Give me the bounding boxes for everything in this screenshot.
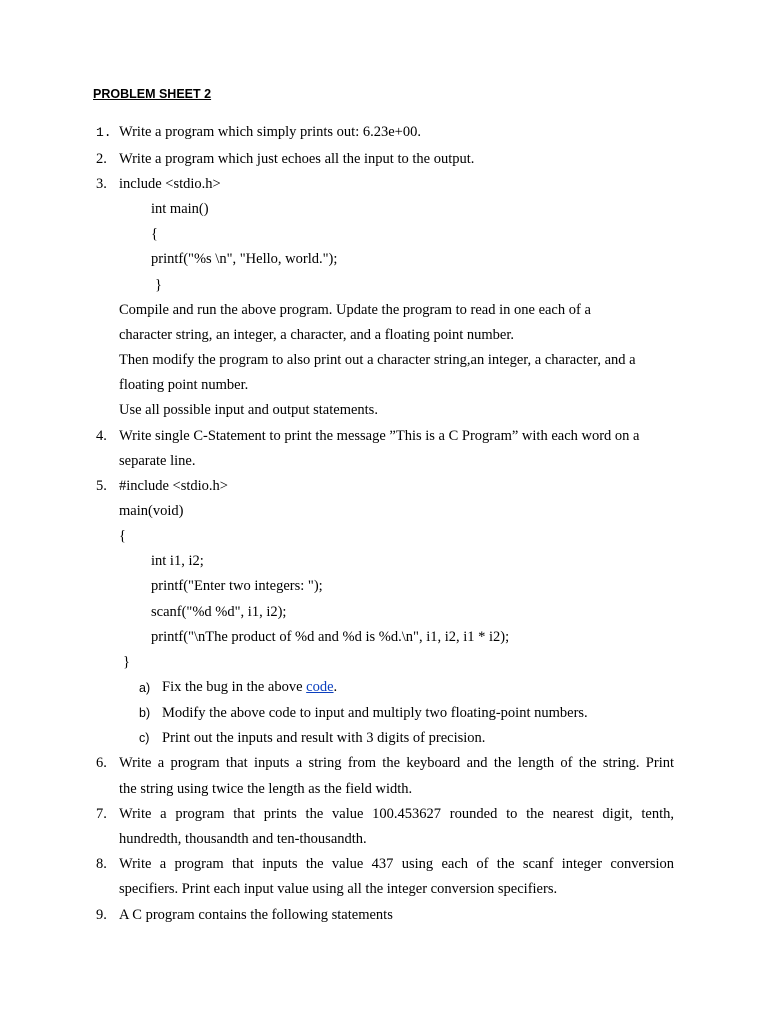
code-line: int main() [151,201,209,217]
question-3-text-line: floating point number. [119,377,249,393]
question-6-text-line: Write a program that inputs a string from the keyboard and the length of the string. Print [119,755,674,771]
code-line: include <stdio.h> [119,176,221,192]
question-4-text-line: Write single C-Statement to print the message ”This is a C Program” with each word on a [119,428,640,444]
question-1-text: Write a program which simply prints out: 6.23e+00. [119,124,421,140]
subpart-c-text: Print out the inputs and result with 3 digits of precision. [162,730,486,746]
subpart-a-text: Fix the bug in the above code. [162,679,338,695]
question-3-text-line: Then modify the program to also print out a character string,an integer, a character, and a [119,352,636,368]
code-line: scanf("%d %d", i1, i2); [151,604,287,620]
question-3-text-line: character string, an integer, a character, and a floating point number. [119,327,514,343]
question-1-number: 1. [96,125,112,140]
code-line: printf("\nThe product of %d and %d is %d.\n", i1, i2, i1 * i2); [151,629,510,645]
subpart-c-label: c) [139,731,150,745]
subpart-a-label: a) [139,681,151,695]
code-line: printf("%s \n", "Hello, world."); [151,251,338,267]
code-link[interactable]: code [306,679,334,695]
question-6-text-line: the string using twice the length as the field width. [119,781,413,797]
code-line: int i1, i2; [151,553,204,569]
question-8-text-line: specifiers. Print each input value using all the integer conversion specifiers. [119,881,558,897]
question-4-text-line: separate line. [119,453,196,469]
question-3-text-line: Use all possible input and output statements. [119,402,378,418]
question-8-number: 8. [96,856,107,872]
question-6-number: 6. [96,755,107,771]
code-line: { [151,226,158,242]
subpart-b-text: Modify the above code to input and multiply two floating-point numbers. [162,705,588,721]
question-7-number: 7. [96,806,107,822]
subpart-b-label: b) [139,706,151,720]
code-line: } [155,277,162,293]
question-9-text: A C program contains the following statements [119,907,393,923]
question-7-text-line: hundredth, thousandth and ten-thousandth. [119,831,367,847]
question-8-text-line: Write a program that inputs the value 437 using each of the scanf integer conversion [119,856,674,872]
question-4-number: 4. [96,428,107,444]
question-5-number: 5. [96,478,107,494]
question-3-text-line: Compile and run the above program. Update the program to read in one each of a [119,302,591,318]
code-line: { [119,528,126,544]
question-3-number: 3. [96,176,107,192]
code-line: printf("Enter two integers: "); [151,578,323,594]
question-2-text: Write a program which just echoes all the input to the output. [119,151,475,167]
question-9-number: 9. [96,907,107,923]
code-line: } [123,654,130,670]
code-line: #include <stdio.h> [119,478,228,494]
page-title: PROBLEM SHEET 2 [93,87,212,101]
question-7-text-line: Write a program that prints the value 100.453627 rounded to the nearest digit, tenth, [119,806,674,822]
code-line: main(void) [119,503,184,519]
question-2-number: 2. [96,151,107,167]
